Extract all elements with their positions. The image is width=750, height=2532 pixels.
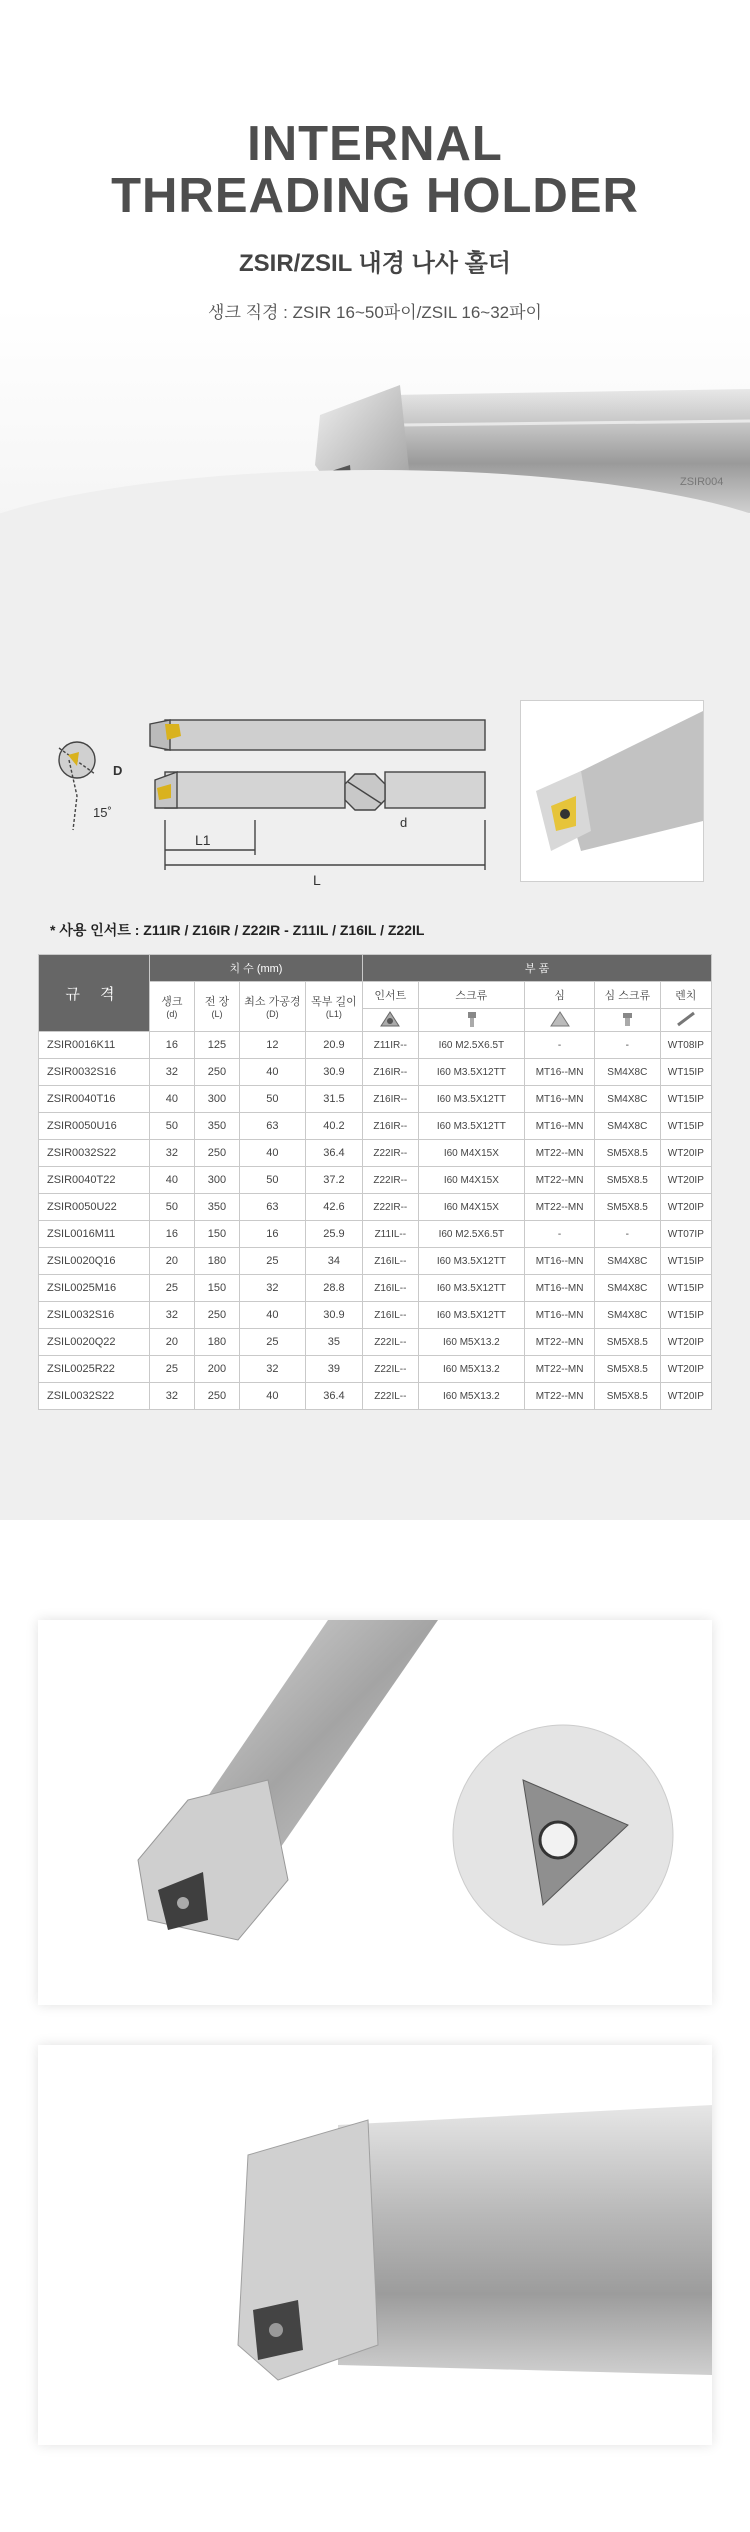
product-photo-thumbnail <box>520 700 704 882</box>
label-D: D <box>113 763 123 778</box>
table-cell: 50 <box>240 1167 306 1194</box>
model-cell: ZSIL0025M16 <box>39 1275 150 1302</box>
table-cell: MT22--MN <box>525 1383 595 1410</box>
table-cell: 200 <box>194 1356 239 1383</box>
shank-diameter-note: 생크 직경 : ZSIR 16~50파이/ZSIL 16~32파이 <box>208 303 542 322</box>
page-title <box>0 118 750 222</box>
table-cell: MT22--MN <box>525 1194 595 1221</box>
table-row <box>39 1140 712 1167</box>
table-cell: 32 <box>149 1383 194 1410</box>
table-cell: WT20IP <box>660 1329 711 1356</box>
product-image-1 <box>38 1620 712 2005</box>
table-cell: SM5X8.5 <box>594 1194 660 1221</box>
table-cell: - <box>594 1221 660 1248</box>
table-cell: 25 <box>149 1356 194 1383</box>
table-cell: WT15IP <box>660 1086 711 1113</box>
table-cell: Z16IR-- <box>363 1086 418 1113</box>
table-cell: 16 <box>149 1032 194 1059</box>
col-screw: 스크류 <box>418 982 525 1009</box>
table-cell: 25 <box>240 1329 306 1356</box>
table-cell: 40 <box>240 1383 306 1410</box>
table-cell: 25.9 <box>305 1221 362 1248</box>
model-cell: ZSIR0050U16 <box>39 1113 150 1140</box>
table-cell: 39 <box>305 1356 362 1383</box>
model-cell: ZSIR0040T22 <box>39 1167 150 1194</box>
table-cell: 300 <box>194 1086 239 1113</box>
table-cell: 250 <box>194 1302 239 1329</box>
model-cell: ZSIL0020Q22 <box>39 1329 150 1356</box>
table-cell: I60 M4X15X <box>418 1194 525 1221</box>
table-cell: MT22--MN <box>525 1167 595 1194</box>
col-shank: 생크 (d) <box>149 982 194 1032</box>
product-image-2 <box>38 2045 712 2445</box>
model-cell: ZSIL0025R22 <box>39 1356 150 1383</box>
table-cell: SM4X8C <box>594 1059 660 1086</box>
table-cell: 250 <box>194 1383 239 1410</box>
table-cell: Z11IL-- <box>363 1221 418 1248</box>
table-cell: 32 <box>149 1140 194 1167</box>
table-cell: 36.4 <box>305 1383 362 1410</box>
table-cell: I60 M3.5X12TT <box>418 1275 525 1302</box>
table-cell: 50 <box>240 1086 306 1113</box>
table-cell: SM5X8.5 <box>594 1329 660 1356</box>
table-cell: I60 M3.5X12TT <box>418 1059 525 1086</box>
table-row <box>39 1032 712 1059</box>
table-cell: WT15IP <box>660 1275 711 1302</box>
header-spec: 규 격 <box>39 955 150 1032</box>
shim-screw-icon <box>594 1009 660 1032</box>
table-cell: SM4X8C <box>594 1113 660 1140</box>
product-subtitle: ZSIR/ZSIL 내경 나사 홀더 <box>238 250 511 277</box>
model-cell: ZSIR0032S22 <box>39 1140 150 1167</box>
table-cell: Z16IL-- <box>363 1248 418 1275</box>
table-cell: I60 M2.5X6.5T <box>418 1032 525 1059</box>
label-L1: L1 <box>195 832 211 848</box>
table-cell: 250 <box>194 1140 239 1167</box>
table-cell: WT15IP <box>660 1248 711 1275</box>
table-row <box>39 1059 712 1086</box>
table-cell: WT20IP <box>660 1383 711 1410</box>
label-15-deg: 15˚ <box>93 805 112 820</box>
table-cell: SM4X8C <box>594 1275 660 1302</box>
table-cell: 32 <box>240 1356 306 1383</box>
col-length: 전 장 (L) <box>194 982 239 1032</box>
table-cell: Z22IL-- <box>363 1383 418 1410</box>
table-cell: 150 <box>194 1275 239 1302</box>
table-row <box>39 1086 712 1113</box>
table-cell: SM5X8.5 <box>594 1356 660 1383</box>
table-cell: 180 <box>194 1248 239 1275</box>
table-cell: 63 <box>240 1194 306 1221</box>
table-row <box>39 1329 712 1356</box>
technical-diagram <box>55 700 495 900</box>
table-cell: 40 <box>240 1140 306 1167</box>
table-cell: 32 <box>149 1302 194 1329</box>
table-cell: 40 <box>149 1167 194 1194</box>
table-cell: MT22--MN <box>525 1329 595 1356</box>
model-cell: ZSIR0032S16 <box>39 1059 150 1086</box>
table-cell: 30.9 <box>305 1059 362 1086</box>
table-cell: 125 <box>194 1032 239 1059</box>
table-cell: 37.2 <box>305 1167 362 1194</box>
table-row <box>39 1383 712 1410</box>
table-cell: 180 <box>194 1329 239 1356</box>
table-cell: MT22--MN <box>525 1140 595 1167</box>
insert-note: * 사용 인서트 : Z11IR / Z16IR / Z22IR - Z11IL / Z16IL / Z22IL <box>50 922 425 938</box>
title-line-2: THREADING HOLDER <box>111 169 639 223</box>
table-cell: I60 M3.5X12TT <box>418 1302 525 1329</box>
table-cell: MT16--MN <box>525 1302 595 1329</box>
header-dimensions: 치 수 (mm) <box>149 955 362 982</box>
table-cell: 16 <box>240 1221 306 1248</box>
table-cell: 40 <box>240 1302 306 1329</box>
table-row <box>39 1194 712 1221</box>
table-cell: 40 <box>149 1086 194 1113</box>
table-row <box>39 1302 712 1329</box>
screw-icon <box>418 1009 525 1032</box>
header-parts: 부 품 <box>363 955 712 982</box>
label-L: L <box>313 872 321 888</box>
holder-side-image <box>38 2045 712 2445</box>
col-wrench: 렌치 <box>660 982 711 1009</box>
col-neck-length: 목부 길이 (L1) <box>305 982 362 1032</box>
table-cell: 250 <box>194 1059 239 1086</box>
table-cell: 25 <box>240 1248 306 1275</box>
insert-icon <box>363 1009 418 1032</box>
table-cell: Z22IR-- <box>363 1167 418 1194</box>
table-cell: SM4X8C <box>594 1302 660 1329</box>
table-cell: I60 M3.5X12TT <box>418 1086 525 1113</box>
table-cell: SM5X8.5 <box>594 1383 660 1410</box>
table-cell: I60 M4X15X <box>418 1140 525 1167</box>
table-cell: 20 <box>149 1248 194 1275</box>
table-cell: 28.8 <box>305 1275 362 1302</box>
table-cell: - <box>525 1221 595 1248</box>
table-cell: 32 <box>149 1059 194 1086</box>
table-row <box>39 1275 712 1302</box>
table-cell: WT20IP <box>660 1167 711 1194</box>
table-cell: WT08IP <box>660 1032 711 1059</box>
table-cell: 16 <box>149 1221 194 1248</box>
engraving-text: ZSIR004 <box>680 476 724 488</box>
model-cell: ZSIR0016K11 <box>39 1032 150 1059</box>
model-cell: ZSIL0016M11 <box>39 1221 150 1248</box>
table-cell: I60 M4X15X <box>418 1167 525 1194</box>
table-cell: 300 <box>194 1167 239 1194</box>
shim-icon <box>525 1009 595 1032</box>
table-cell: 31.5 <box>305 1086 362 1113</box>
model-cell: ZSIR0050U22 <box>39 1194 150 1221</box>
table-row <box>39 1221 712 1248</box>
title-line-1: INTERNAL <box>247 117 503 171</box>
spec-table <box>38 954 712 1410</box>
table-cell: 50 <box>149 1113 194 1140</box>
table-cell: Z16IL-- <box>363 1275 418 1302</box>
table-cell: WT15IP <box>660 1113 711 1140</box>
table-cell: I60 M5X13.2 <box>418 1329 525 1356</box>
table-cell: - <box>594 1032 660 1059</box>
table-cell: 25 <box>149 1275 194 1302</box>
table-cell: SM4X8C <box>594 1248 660 1275</box>
table-cell: MT16--MN <box>525 1275 595 1302</box>
model-cell: ZSIL0032S16 <box>39 1302 150 1329</box>
table-cell: WT20IP <box>660 1194 711 1221</box>
col-insert: 인서트 <box>363 982 418 1009</box>
table-cell: 35 <box>305 1329 362 1356</box>
table-cell: Z11IR-- <box>363 1032 418 1059</box>
table-cell: WT20IP <box>660 1140 711 1167</box>
table-cell: WT15IP <box>660 1302 711 1329</box>
table-cell: I60 M5X13.2 <box>418 1356 525 1383</box>
table-cell: 20.9 <box>305 1032 362 1059</box>
table-cell: 32 <box>240 1275 306 1302</box>
table-cell: Z16IL-- <box>363 1302 418 1329</box>
table-cell: WT20IP <box>660 1356 711 1383</box>
model-cell: ZSIL0032S22 <box>39 1383 150 1410</box>
table-cell: Z16IR-- <box>363 1113 418 1140</box>
col-shim: 심 <box>525 982 595 1009</box>
table-cell: MT16--MN <box>525 1086 595 1113</box>
holder-closeup-image <box>38 1620 712 2005</box>
col-shim-screw: 심 스크류 <box>594 982 660 1009</box>
table-cell: 63 <box>240 1113 306 1140</box>
col-min-bore: 최소 가공경 (D) <box>240 982 306 1032</box>
table-cell: Z22IR-- <box>363 1194 418 1221</box>
wrench-icon <box>660 1009 711 1032</box>
table-cell: MT16--MN <box>525 1113 595 1140</box>
table-cell: I60 M5X13.2 <box>418 1383 525 1410</box>
table-cell: SM5X8.5 <box>594 1167 660 1194</box>
table-cell: 350 <box>194 1194 239 1221</box>
table-cell: SM4X8C <box>594 1086 660 1113</box>
table-row <box>39 1356 712 1383</box>
model-cell: ZSIR0040T16 <box>39 1086 150 1113</box>
table-cell: - <box>525 1032 595 1059</box>
table-cell: Z22IR-- <box>363 1140 418 1167</box>
spec-table-body <box>39 1032 712 1410</box>
thumbnail-image <box>521 701 703 881</box>
table-cell: WT07IP <box>660 1221 711 1248</box>
table-cell: WT15IP <box>660 1059 711 1086</box>
table-cell: 20 <box>149 1329 194 1356</box>
table-cell: 50 <box>149 1194 194 1221</box>
table-cell: 34 <box>305 1248 362 1275</box>
table-cell: MT22--MN <box>525 1356 595 1383</box>
table-cell: SM5X8.5 <box>594 1140 660 1167</box>
table-cell: I60 M2.5X6.5T <box>418 1221 525 1248</box>
table-cell: 150 <box>194 1221 239 1248</box>
section-curve <box>0 470 750 670</box>
table-cell: 36.4 <box>305 1140 362 1167</box>
table-cell: 350 <box>194 1113 239 1140</box>
table-cell: I60 M3.5X12TT <box>418 1113 525 1140</box>
table-row <box>39 1113 712 1140</box>
label-d: d <box>400 815 408 830</box>
table-cell: 40.2 <box>305 1113 362 1140</box>
table-cell: I60 M3.5X12TT <box>418 1248 525 1275</box>
table-cell: Z22IL-- <box>363 1356 418 1383</box>
table-cell: MT16--MN <box>525 1059 595 1086</box>
table-cell: MT16--MN <box>525 1248 595 1275</box>
table-cell: 42.6 <box>305 1194 362 1221</box>
table-row <box>39 1248 712 1275</box>
table-cell: 40 <box>240 1059 306 1086</box>
table-cell: Z22IL-- <box>363 1329 418 1356</box>
table-cell: 30.9 <box>305 1302 362 1329</box>
model-cell: ZSIL0020Q16 <box>39 1248 150 1275</box>
table-cell: 12 <box>240 1032 306 1059</box>
table-cell: Z16IR-- <box>363 1059 418 1086</box>
table-row <box>39 1167 712 1194</box>
